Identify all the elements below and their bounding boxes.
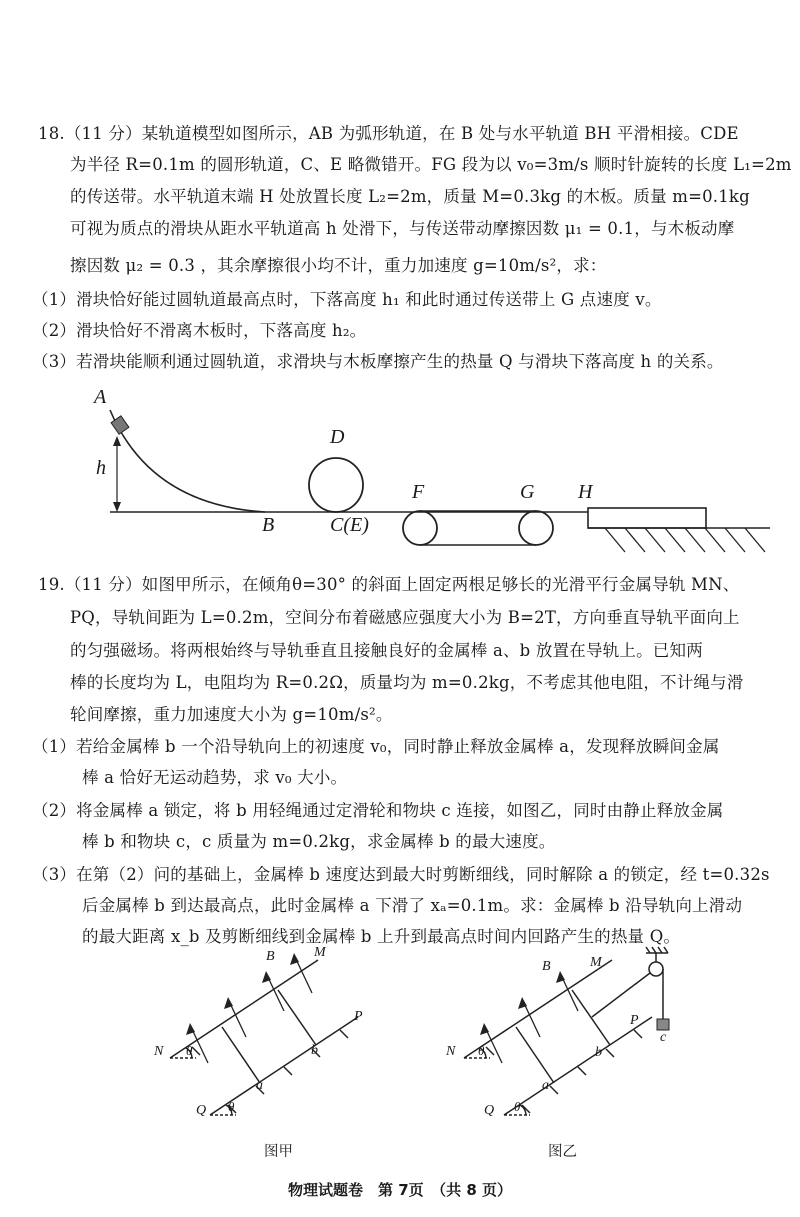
q18-part-3: （3）若滑块能顺利通过圆轨道，求滑块与木板摩擦产生的热量 Q 与滑块下落高度 h 的关系。 <box>32 352 724 371</box>
q19-line-4: 棒的长度均为 L，电阻均为 R=0.2Ω，质量均为 m=0.2kg，不考虑其他电阻，不计绳与滑 <box>70 673 744 692</box>
q19-part-2-line-2: 棒 b 和物块 c，c 质量为 m=0.2kg，求金属棒 b 的最大速度。 <box>82 832 556 851</box>
label-B: B <box>262 514 275 536</box>
fig-b-caption: 图乙 <box>548 1144 577 1160</box>
q19-part-3-line-3: 的最大距离 x_b 及剪断细线到金属棒 b 上升到最高点时间内回路产生的热量 Q。 <box>82 927 681 946</box>
fig-a-Q: Q <box>196 1103 207 1118</box>
q19-part-3-line-2: 后金属棒 b 到达最高点，此时金属棒 a 下滑了 xₐ=0.1m。求：金属棒 b 沿导轨向上滑动 <box>82 896 743 915</box>
fig-a-M: M <box>314 945 326 960</box>
q18-line-2: 为半径 R=0.1m 的圆形轨道，C、E 略微错开。FG 段为以 v₀=3m/s 顺时针旋转的长度 L₁=2m <box>70 155 792 174</box>
label-G: G <box>520 481 535 503</box>
q19-figure-b <box>0 945 800 1165</box>
q18-part-1: （1）滑块恰好能过圆轨道最高点时，下落高度 h₁ 和此时通过传送带上 G 点速度 v。 <box>32 290 662 309</box>
label-F: F <box>412 481 425 503</box>
fig-b-theta2: θ <box>514 1099 521 1114</box>
fig-a-theta1: θ <box>186 1043 193 1058</box>
fig-b-N: N <box>446 1044 456 1059</box>
q18-line-5: 擦因数 μ₂ = 0.3 ，其余摩擦很小均不计，重力加速度 g=10m/s²，求： <box>70 256 607 275</box>
label-h: h <box>96 457 106 479</box>
fig-b-b: b <box>595 1045 602 1060</box>
q19-line-5: 轮间摩擦，重力加速度大小为 g=10m/s²。 <box>70 705 393 724</box>
q19-line-3: 的匀强磁场。将两根始终与导轨垂直且接触良好的金属棒 a、b 放置在导轨上。已知两 <box>70 641 703 660</box>
q19-line-2: PQ，导轨间距为 L=0.2m，空间分布着磁感应强度大小为 B=2T，方向垂直导轨平面向上 <box>70 608 740 627</box>
q19-part-1-line-1: （1）若给金属棒 b 一个沿导轨向上的初速度 v₀，同时静止释放金属棒 a，发现释放瞬间金属 <box>32 737 720 756</box>
fig-b-a: a <box>542 1078 549 1093</box>
label-H: H <box>578 481 593 503</box>
fig-a-N: N <box>154 1044 164 1059</box>
fig-b-Q: Q <box>484 1103 495 1118</box>
fig-a-caption: 图甲 <box>264 1144 293 1160</box>
q18-part-2: （2）滑块恰好不滑离木板时，下落高度 h₂。 <box>32 321 367 340</box>
q18-line-3: 的传送带。水平轨道末端 H 处放置长度 L₂=2m，质量 M=0.3kg 的木板。质量 m=0.1kg <box>70 187 750 206</box>
fig-a-B: B <box>266 949 275 964</box>
q19-part-1-line-2: 棒 a 恰好无运动趋势，求 v₀ 大小。 <box>82 768 348 787</box>
fig-b-M: M <box>590 955 602 970</box>
fig-b-B: B <box>542 959 551 974</box>
fig-b-P: P <box>630 1013 639 1028</box>
q18-line-1: 18.（11 分）某轨道模型如图所示，AB 为弧形轨道，在 B 处与水平轨道 BH 平滑相接。CDE <box>38 124 739 143</box>
label-CE: C(E) <box>330 514 369 536</box>
fig-b-theta1: θ <box>478 1043 485 1058</box>
fig-a-b: b <box>311 1043 318 1058</box>
fig-a-a: a <box>256 1078 263 1093</box>
fig-a-theta2: θ <box>228 1099 235 1114</box>
label-D: D <box>330 426 345 448</box>
q19-line-1: 19.（11 分）如图甲所示，在倾角θ=30° 的斜面上固定两根足够长的光滑平行金属导轨 MN、 <box>38 575 740 594</box>
label-A: A <box>94 386 107 408</box>
page-footer: 物理试题卷 第 7页 （共 8 页） <box>287 1181 513 1199</box>
q18-line-4: 可视为质点的滑块从距水平轨道高 h 处滑下，与传送带动摩擦因数 μ₁ = 0.1，与木板动摩 <box>70 219 735 238</box>
fig-b-c: c <box>660 1030 667 1045</box>
q19-part-2-line-1: （2）将金属棒 a 锁定，将 b 用轻绳通过定滑轮和物块 c 连接，如图乙，同时由静止释放金属 <box>32 801 724 820</box>
q19-part-3-line-1: （3）在第（2）问的基础上，金属棒 b 速度达到最大时剪断细线，同时解除 a 的锁定，经 t=0.32s <box>32 865 770 884</box>
fig-a-P: P <box>354 1009 363 1024</box>
q18-track-figure <box>0 380 800 560</box>
